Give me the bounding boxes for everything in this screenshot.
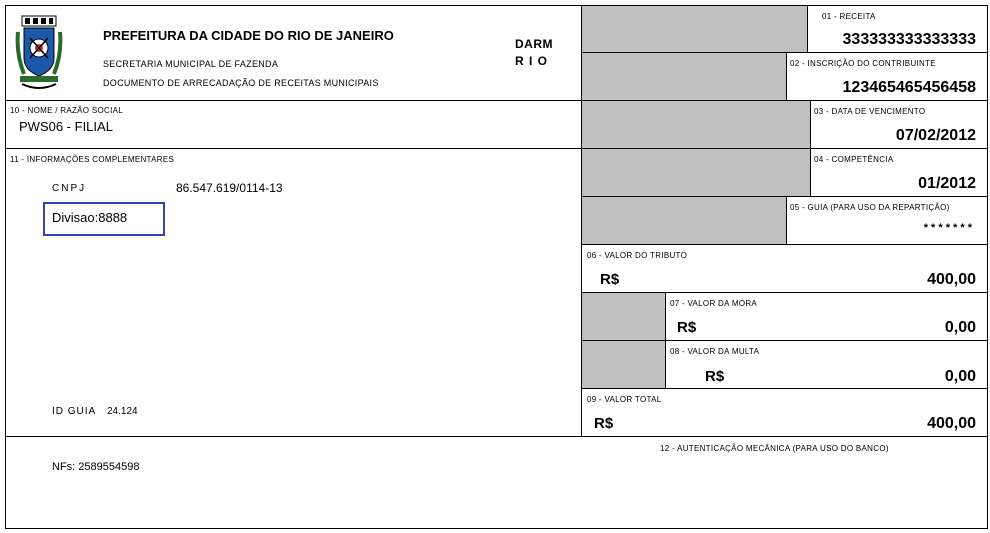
- guia-value: * * * * * * *: [923, 222, 972, 234]
- receita-label: 01 - RECEITA: [822, 12, 876, 21]
- valor-multa-label: 08 - VALOR DA MULTA: [670, 347, 760, 356]
- gray-block-2: [582, 53, 786, 100]
- competencia-label: 04 - COMPETÊNCIA: [814, 155, 894, 164]
- divider-05-left: [786, 196, 787, 244]
- divider-header: [5, 100, 988, 101]
- vencimento-label: 03 - DATA DE VENCIMENTO: [814, 107, 926, 116]
- valor-mora-value: 0,00: [944, 319, 976, 336]
- divider-01: [581, 52, 988, 53]
- valor-total-currency: R$: [594, 415, 614, 432]
- nome-label: 10 - NOME / RAZÃO SOCIAL: [10, 106, 124, 115]
- valor-total-label: 09 - VALOR TOTAL: [587, 395, 662, 404]
- cnpj-value: 86.547.619/0114-13: [176, 181, 283, 195]
- valor-tributo-currency: R$: [600, 271, 620, 288]
- divider-04: [581, 196, 988, 197]
- autenticacao-label: 12 - AUTENTICAÇÃO MECÂNICA (PARA USO DO BANCO): [660, 444, 889, 453]
- gray-block-7: [582, 341, 665, 388]
- gray-block-3: [582, 101, 810, 148]
- darm-rio: R I O: [515, 54, 549, 68]
- nfs-text: NFs: 2589554598: [52, 461, 140, 473]
- inscricao-value: 123465465456458: [842, 79, 976, 96]
- id-guia-value: 24.124: [107, 406, 138, 417]
- divider-07-left: [665, 292, 666, 388]
- divider-03-left: [810, 100, 811, 196]
- valor-mora-currency: R$: [677, 319, 697, 336]
- info-label: 11 - INFORMAÇÕES COMPLEMENTARES: [10, 155, 175, 164]
- gray-block-4: [582, 149, 810, 196]
- divider-05: [581, 244, 988, 245]
- divider-01-left: [807, 5, 808, 52]
- divisao-text: Divisao:8888: [52, 210, 128, 225]
- guia-label: 05 - GUIA (PARA USO DA REPARTIÇÃO): [790, 203, 950, 212]
- inscricao-label: 02 - INSCRIÇÃO DO CONTRIBUINTE: [790, 59, 936, 68]
- competencia-value: 01/2012: [918, 175, 976, 192]
- divider-02-left: [786, 52, 787, 100]
- divider-main-vertical: [581, 5, 582, 436]
- valor-total-value: 400,00: [927, 415, 976, 432]
- valor-multa-currency: R$: [705, 368, 725, 385]
- divider-09: [5, 436, 988, 437]
- valor-multa-value: 0,00: [944, 368, 976, 385]
- vencimento-value: 07/02/2012: [895, 127, 976, 144]
- valor-tributo-value: 400,00: [927, 271, 976, 288]
- secretaria-text: SECRETARIA MUNICIPAL DE FAZENDA: [103, 59, 279, 69]
- gray-block-1: [582, 6, 807, 52]
- rio-coat-of-arms-icon: [14, 14, 64, 94]
- nome-value: PWS06 - FILIAL: [19, 119, 113, 134]
- documento-text: DOCUMENTO DE ARRECADAÇÃO DE RECEITAS MUNICIPAIS: [103, 78, 379, 88]
- divider-08: [581, 388, 988, 389]
- city-title: PREFEITURA DA CIDADE DO RIO DE JANEIRO: [103, 28, 394, 43]
- cnpj-label: CNPJ: [52, 183, 87, 194]
- id-guia-label: ID GUIA: [52, 406, 97, 417]
- receita-value: 333333333333333: [842, 31, 976, 48]
- divider-06: [581, 292, 988, 293]
- darm-title: DARM: [515, 37, 553, 51]
- gray-block-6: [582, 293, 665, 340]
- gray-block-5: [582, 197, 786, 244]
- valor-mora-label: 07 - VALOR DA MORA: [670, 299, 758, 308]
- valor-tributo-label: 06 - VALOR DO TRIBUTO: [587, 251, 688, 260]
- divider-nome: [5, 148, 988, 149]
- divider-07: [581, 340, 988, 341]
